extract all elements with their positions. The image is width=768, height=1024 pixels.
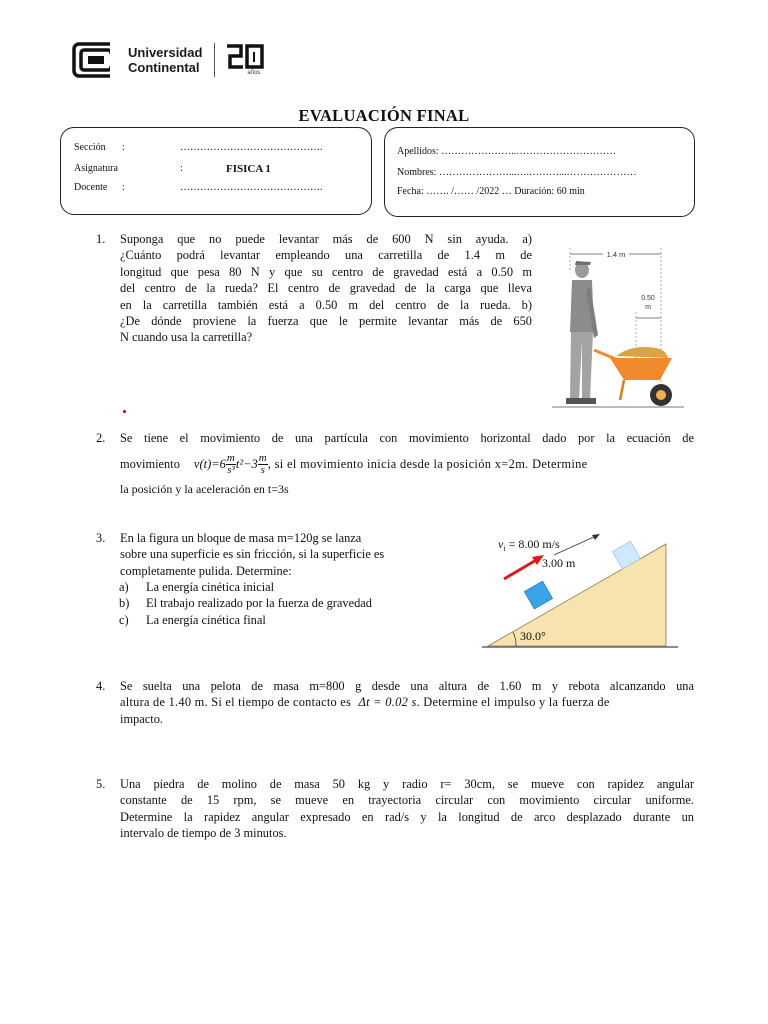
red-mark: [123, 410, 126, 413]
form-row-nombres[interactable]: Nombres: …………………...….………...…………………: [397, 167, 637, 178]
incline-figure: [478, 528, 682, 656]
form-value: FISICA 1: [226, 163, 271, 175]
q2-frac-1: [226, 453, 236, 476]
university-logo: [72, 40, 265, 80]
frac-num: m: [226, 451, 235, 464]
question-1-text: [120, 231, 532, 346]
anniversary-20-logo: [225, 42, 265, 78]
q2-eq-lhs: v(t)=6: [193, 457, 226, 472]
question-2-text: [120, 430, 694, 498]
list-item: [119, 595, 449, 611]
angle-label: 30.0°: [520, 629, 546, 643]
question-5-text: [120, 776, 694, 842]
form-colon: :: [122, 182, 125, 193]
form-value[interactable]: …………………………………….: [180, 182, 323, 193]
frac-num: m: [258, 451, 267, 464]
q2-frac-2: [258, 453, 268, 476]
q1-line-2: ¿Cuánto podrá levantar empleando una carretilla de 1.4 m de: [120, 248, 532, 263]
q3-line-3: completamente pulida. Determine:: [120, 563, 292, 578]
q4-line-2-pre: altura de 1.40 m. Si el tiempo de contacto es: [120, 695, 352, 710]
form-label: Asignatura: [74, 163, 118, 174]
length-label: 1.4 m: [606, 250, 626, 259]
q3-line-2: sobre una superficie es sin fricción, si la superficie es: [120, 547, 385, 562]
item-text: La energía cinética inicial: [146, 580, 275, 594]
velocity-arrow: [504, 559, 538, 579]
form-label: Sección: [74, 142, 106, 153]
form-row-apellidos[interactable]: Apellidos: …………………..…………………………: [397, 146, 617, 157]
distance-arrowhead-icon: [592, 534, 600, 540]
vi-value: = 8.00 m/s: [505, 537, 560, 551]
cg-label-1: 0.50: [641, 295, 655, 302]
cg-label-2: m: [645, 304, 651, 311]
q1-line-6: ¿De dónde proviene la fuerza que le permite levantar más de 650: [120, 314, 532, 329]
continental-logo-icon: [72, 42, 120, 78]
form-value[interactable]: …………………………………….: [180, 142, 323, 153]
question-number: 3.: [96, 531, 106, 545]
q1-line-1: Suponga que no puede levantar más de 600 N sin ayuda. a): [120, 232, 532, 246]
q4-line-3: impacto.: [120, 711, 164, 726]
vi-subscript: i: [503, 544, 506, 553]
anniversary-sub: años: [247, 70, 261, 76]
item-mark: b): [119, 596, 130, 611]
logo-line-2: Continental: [128, 60, 200, 75]
student-info-box-left: [60, 127, 372, 215]
vi-label: [498, 537, 560, 553]
q5-line-4: intervalo de tiempo de 3 minutos.: [120, 826, 287, 841]
wheelbarrow-icon: [594, 347, 672, 406]
distance-line: [554, 536, 596, 555]
distance-label: 3.00 m: [542, 556, 576, 570]
q1-line-5: en la carretilla también está a 0.50 m del centro de la rueda. b): [120, 297, 532, 312]
question-4-text: [120, 678, 694, 727]
q2-line-2: [120, 451, 694, 477]
item-text: El trabajo realizado por la fuerza de gravedad: [146, 596, 373, 611]
man-icon: [566, 261, 598, 404]
logo-line-1: Universidad: [128, 45, 203, 60]
form-label: Docente: [74, 182, 108, 193]
form-colon: :: [180, 163, 183, 174]
logo-separator: [214, 43, 215, 77]
q2-line-2-pre: movimiento: [120, 457, 180, 472]
q2-eq-mid: t²−3: [235, 457, 258, 472]
form-row-fecha[interactable]: Fecha: ……. /…… /2022 … Duración: 60 min: [397, 186, 585, 197]
logo-text: [128, 45, 202, 75]
list-item: [119, 579, 449, 595]
page-title: EVALUACIÓN FINAL: [298, 106, 470, 125]
q5-line-2: constante de 15 rpm, se mueve en trayectoria circular con movimiento circular uniforme.: [120, 793, 694, 808]
item-mark: a): [119, 580, 129, 594]
frac-den: s³: [227, 463, 235, 476]
q5-line-1: Una piedra de molino de masa 50 kg y radio r= 30cm, se mueve con rapidez angular: [120, 777, 694, 791]
question-number: 5.: [96, 777, 106, 791]
frac-den: s: [260, 463, 265, 476]
item-text: La energía cinética final: [146, 612, 266, 627]
q1-line-4: del centro de la rueda? El centro de gravedad de la carga que lleva: [120, 281, 532, 296]
q5-line-3: Determine la rapidez angular expresado en rad/s y la longitud de arco desplazado durante un: [120, 809, 694, 824]
student-info-box-right: [384, 127, 695, 217]
anniversary-20-icon: [225, 42, 265, 72]
q4-line-2: [120, 694, 694, 710]
q1-line-3: longitud que pesa 80 N y que su centro de gravedad está a 0.50 m: [120, 264, 532, 279]
q4-line-1: Se suelta una pelota de masa m=800 g desde una altura de 1.60 m y rebota alcanzando una: [120, 679, 694, 693]
question-number: 1.: [96, 232, 106, 246]
q2-line-1: Se tiene el movimiento de una partícula con movimiento horizontal dado por la ecuación de: [120, 431, 694, 445]
q4-line-2-post: . Determine el impulso y la fuerza de: [416, 695, 610, 710]
q4-eq: Δt = 0.02 s: [358, 695, 417, 710]
question-3-text: [120, 530, 450, 579]
wheelbarrow-figure: [548, 240, 688, 410]
q3-line-1: En la figura un bloque de masa m=120g se lanza: [120, 531, 362, 545]
form-colon: :: [122, 142, 125, 153]
question-number: 2.: [96, 431, 106, 445]
vi-symbol: v: [498, 537, 504, 551]
question-3-items: [119, 579, 449, 629]
list-item: [119, 612, 449, 628]
block-start: [524, 581, 552, 609]
item-mark: c): [119, 612, 129, 627]
q1-line-7: N cuando usa la carretilla?: [120, 330, 253, 345]
question-number: 4.: [96, 679, 106, 693]
q2-line-2-post: , si el movimiento inicia desde la posición x=2m. Determine: [267, 457, 588, 472]
q2-line-3: la posición y la aceleración en t=3s: [120, 482, 289, 497]
